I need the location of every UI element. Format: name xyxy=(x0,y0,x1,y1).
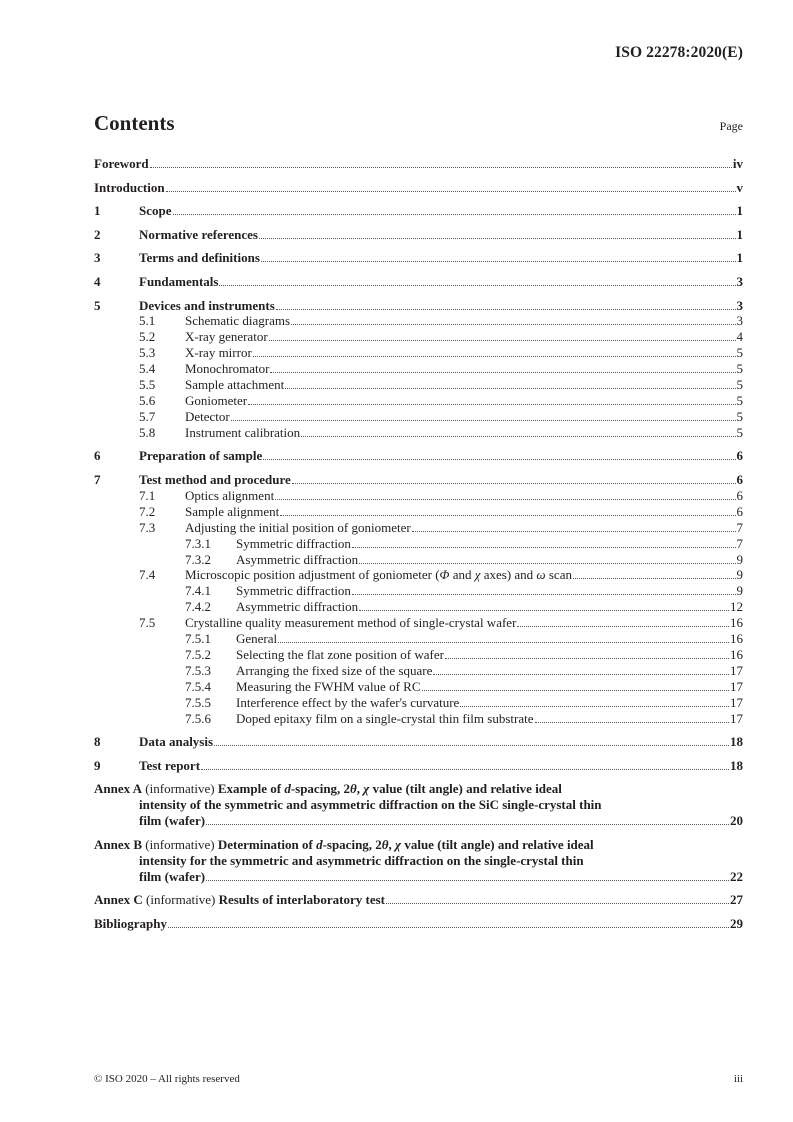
leader-dots xyxy=(150,167,732,168)
leader-dots xyxy=(275,499,735,500)
toc-entry-5-8[interactable]: 5.8 Instrument calibration 5 xyxy=(139,424,743,440)
leader-dots xyxy=(214,745,729,746)
leader-dots xyxy=(270,372,735,373)
copyright-notice: © ISO 2020 – All rights reserved xyxy=(94,1073,240,1085)
toc-entry-7-5-1[interactable]: 7.5.1 General 16 xyxy=(185,631,743,647)
toc-entry-bibliography[interactable]: Bibliography 29 xyxy=(94,915,743,931)
toc-entry-7-5[interactable]: 7.5 Crystalline quality measurement method of single-crystal wafer 16 xyxy=(139,615,743,631)
toc-entry-5[interactable]: 5 Devices and instruments 3 xyxy=(94,297,743,313)
leader-dots xyxy=(352,547,736,548)
toc-entry-6[interactable]: 6 Preparation of sample 6 xyxy=(94,448,743,464)
toc-entry-5-5[interactable]: 5.5 Sample attachment 5 xyxy=(139,377,743,393)
leader-dots xyxy=(276,309,736,310)
leader-dots xyxy=(173,214,736,215)
toc-entry-5-7[interactable]: 5.7 Detector 5 xyxy=(139,408,743,424)
contents-heading-row xyxy=(94,111,743,136)
leader-dots xyxy=(517,626,729,627)
toc-entry-7-1[interactable]: 7.1 Optics alignment 6 xyxy=(139,487,743,503)
leader-dots xyxy=(291,324,735,325)
toc-entry-7-5-3[interactable]: 7.5.3 Arranging the fixed size of the square 17 xyxy=(185,662,743,678)
leader-dots xyxy=(206,824,729,825)
leader-dots xyxy=(292,483,736,484)
leader-dots xyxy=(386,903,729,904)
leader-dots xyxy=(253,356,736,357)
page-footer xyxy=(94,1073,743,1085)
toc-entry-5-2[interactable]: 5.2 X-ray generator 4 xyxy=(139,329,743,345)
leader-dots xyxy=(352,594,736,595)
toc-entry-7-4-1[interactable]: 7.4.1 Symmetric diffraction 9 xyxy=(185,583,743,599)
leader-dots xyxy=(166,191,736,192)
toc-entry-7-3-2[interactable]: 7.3.2 Asymmetric diffraction 9 xyxy=(185,551,743,567)
toc-entry-foreword[interactable]: Foreword iv xyxy=(94,156,743,171)
toc-entry-5-3[interactable]: 5.3 X-ray mirror 5 xyxy=(139,345,743,361)
page-number: v xyxy=(736,179,743,195)
toc-entry-annex-b[interactable]: Annex B (informative) Determination of d-spacing, 2θ, χ value (tilt angle) and relative ideal intensity for the symmetric and asymmetric diffraction on the single-crystal thin film (wafer) 22 xyxy=(94,836,743,884)
leader-dots xyxy=(201,769,729,770)
leader-dots xyxy=(263,459,735,460)
toc-entry-7-5-6[interactable]: 7.5.6 Doped epitaxy film on a single-crystal thin film substrate 17 xyxy=(185,710,743,726)
toc-entry-5-1[interactable]: 5.1 Schematic diagrams 3 xyxy=(139,313,743,329)
toc-entry-9[interactable]: 9 Test report 18 xyxy=(94,757,743,773)
leader-dots xyxy=(460,706,729,707)
page-number-footer: iii xyxy=(733,1073,743,1085)
leader-dots xyxy=(445,658,729,659)
leader-dots xyxy=(206,880,729,881)
toc-entry-7-4[interactable]: 7.4 Microscopic position adjustment of goniometer (Φ and χ axes) and ω scan 9 xyxy=(139,567,743,583)
toc-entry-introduction[interactable]: Introduction v xyxy=(94,179,743,195)
page-title: Contents xyxy=(94,111,175,135)
leader-dots xyxy=(422,690,729,691)
leader-dots xyxy=(269,340,736,341)
page-number: iv xyxy=(732,156,743,171)
toc-entry-3[interactable]: 3 Terms and definitions 1 xyxy=(94,250,743,266)
leader-dots xyxy=(168,927,729,928)
toc-entry-annex-a[interactable]: Annex A (informative) Example of d-spacing, 2θ, χ value (tilt angle) and relative ideal intensity of the symmetric and asymmetric diffraction on the SiC single-crystal thin film (wafer) 20 xyxy=(94,781,743,829)
leader-dots xyxy=(433,674,729,675)
toc-entry-7-5-5[interactable]: 7.5.5 Interference effect by the wafer's curvature 17 xyxy=(185,694,743,710)
leader-dots xyxy=(280,515,735,516)
leader-dots xyxy=(359,610,729,611)
toc-entry-7-4-2[interactable]: 7.4.2 Asymmetric diffraction 12 xyxy=(185,599,743,615)
leader-dots xyxy=(535,722,730,723)
leader-dots xyxy=(285,388,735,389)
table-of-contents xyxy=(94,156,743,932)
toc-entry-5-4[interactable]: 5.4 Monochromator 5 xyxy=(139,361,743,377)
leader-dots xyxy=(573,578,736,579)
leader-dots xyxy=(301,436,735,437)
toc-entry-annex-c[interactable]: Annex C (informative) Results of interlaboratory test 27 xyxy=(94,892,743,908)
toc-entry-2[interactable]: 2 Normative references 1 xyxy=(94,226,743,242)
toc-entry-7[interactable]: 7 Test method and procedure 6 xyxy=(94,472,743,487)
toc-entry-7-2[interactable]: 7.2 Sample alignment 6 xyxy=(139,503,743,519)
toc-entry-4[interactable]: 4 Fundamentals 3 xyxy=(94,273,743,289)
toc-entry-7-3-1[interactable]: 7.3.1 Symmetric diffraction 7 xyxy=(185,535,743,551)
leader-dots xyxy=(248,404,735,405)
toc-entry-1[interactable]: 1 Scope 1 xyxy=(94,203,743,219)
toc-entry-7-3[interactable]: 7.3 Adjusting the initial position of goniometer 7 xyxy=(139,519,743,535)
page-column-label: Page xyxy=(719,119,743,133)
document-id: ISO 22278:2020(E) xyxy=(615,44,743,61)
leader-dots xyxy=(259,238,736,239)
leader-dots xyxy=(261,261,736,262)
toc-entry-7-5-4[interactable]: 7.5.4 Measuring the FWHM value of RC 17 xyxy=(185,678,743,694)
leader-dots xyxy=(359,563,735,564)
leader-dots xyxy=(412,531,736,532)
toc-entry-7-5-2[interactable]: 7.5.2 Selecting the flat zone position of wafer 16 xyxy=(185,646,743,662)
leader-dots xyxy=(278,642,729,643)
leader-dots xyxy=(219,285,735,286)
toc-entry-5-6[interactable]: 5.6 Goniometer 5 xyxy=(139,393,743,408)
toc-entry-8[interactable]: 8 Data analysis 18 xyxy=(94,734,743,750)
leader-dots xyxy=(231,420,736,421)
